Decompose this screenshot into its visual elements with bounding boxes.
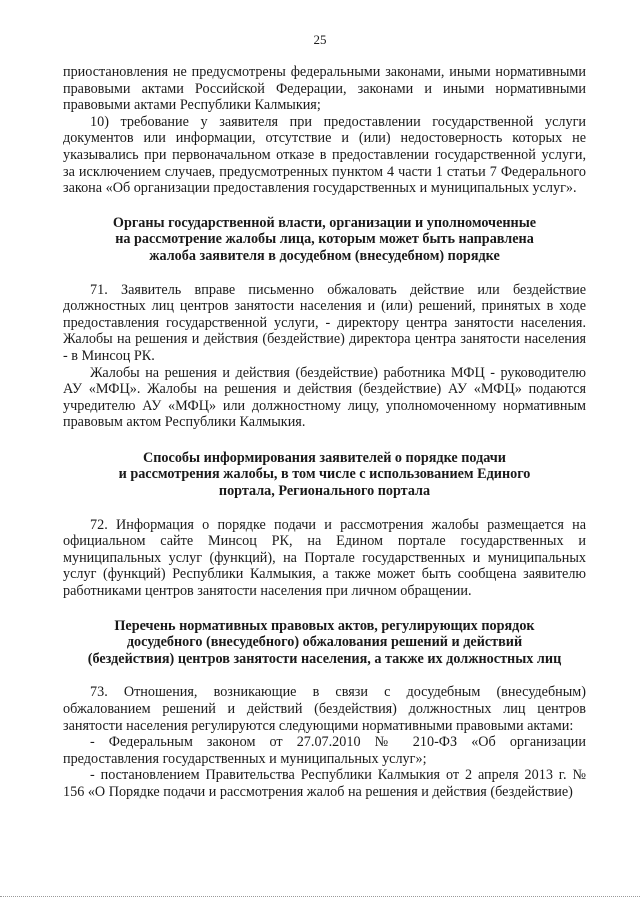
section-heading-legal-acts bbox=[63, 618, 586, 668]
heading-line: жалоба заявителя в досудебном (внесудебном) порядке bbox=[149, 247, 500, 264]
paragraph-73-resolution: - постановлением Правительства Республики Калмыкия от 2 апреля 2013 г. № 156 «О Порядке подачи и рассмотрения жалоб на решения и действия (бездействие) bbox=[63, 767, 586, 800]
paragraph-item-10: 10) требование у заявителя при предоставлении государственной услуги документов или информации, отсутствие и (или) недостоверность которых не указывались при первоначальном отказе в предоставлении государственной услуги, за исключением случаев, предусмотренных пунктом 4 части 1 статьи 7 Федерального закона «Об организации предоставления государственных и муниципальных услуг». bbox=[63, 113, 586, 197]
page-number: 25 bbox=[313, 32, 327, 47]
paragraph-73-federal-law: - Федеральным законом от 27.07.2010 № 210-ФЗ «Об организации предоставления государственных и муниципальных услуг»; bbox=[63, 734, 586, 767]
heading-line: Перечень нормативных правовых актов, регулирующих порядок bbox=[114, 617, 535, 634]
heading-line: Органы государственной власти, организации и уполномоченные bbox=[112, 214, 537, 231]
paragraph-71: 71. Заявитель вправе письменно обжаловать действие или бездействие должностных лиц центров занятости населения и (или) решений, принятых в ходе предоставления государственной услуги, - директору центра занятости населения. Жалобы на решения и действия (бездействие) директора центра занятости населения - в Минсоц РК. bbox=[63, 281, 586, 364]
heading-line: портала, Регионального портала bbox=[218, 483, 431, 500]
paragraph-73: 73. Отношения, возникающие в связи с досудебным (внесудебным) обжалованием решений и действий (бездействия) должностных лиц центров занятости населения регулируются следующими нормативными правовыми актами: bbox=[63, 684, 586, 734]
heading-line: на рассмотрение жалобы лица, которым может быть направлена bbox=[115, 231, 534, 248]
heading-line: Способы информирования заявителей о порядке подачи bbox=[143, 449, 506, 466]
heading-line: досудебного (внесудебного) обжалования решений и действий bbox=[126, 634, 523, 651]
paragraph-71-mfc: Жалобы на решения и действия (бездействие) работника МФЦ - руководителю АУ «МФЦ». Жалобы на решения и действия (бездействие) АУ «МФЦ» подаются учредителю АУ «МФЦ» или должностному лицу, уполномоченному нормативным правовым актом Республики Калмыкия. bbox=[63, 364, 586, 431]
section-heading-authorities bbox=[63, 215, 586, 265]
section-heading-informing bbox=[63, 450, 586, 500]
document-body bbox=[63, 64, 586, 801]
paragraph-intro: приостановления не предусмотрены федеральными законами, иными нормативными правовыми актами Российской Федерации, законами и иными нормативными правовыми актами Республики Калмыкия; bbox=[63, 64, 586, 114]
scan-edge-divider bbox=[0, 896, 640, 897]
heading-line: (бездействия) центров занятости населения, а также их должностных лиц bbox=[87, 650, 562, 667]
paragraph-72: 72. Информация о порядке подачи и рассмотрения жалобы размещается на официальном сайте Минсоц РК, на Едином портале государственных и муниципальных услуг (функций), на Портале государственных и муниципальных услуг (функций) Республики Калмыкия, а также может быть сообщена заявителю работниками центров занятости населения при личном обращении. bbox=[63, 516, 586, 600]
heading-line: и рассмотрения жалобы, в том числе с использованием Единого bbox=[118, 466, 531, 483]
